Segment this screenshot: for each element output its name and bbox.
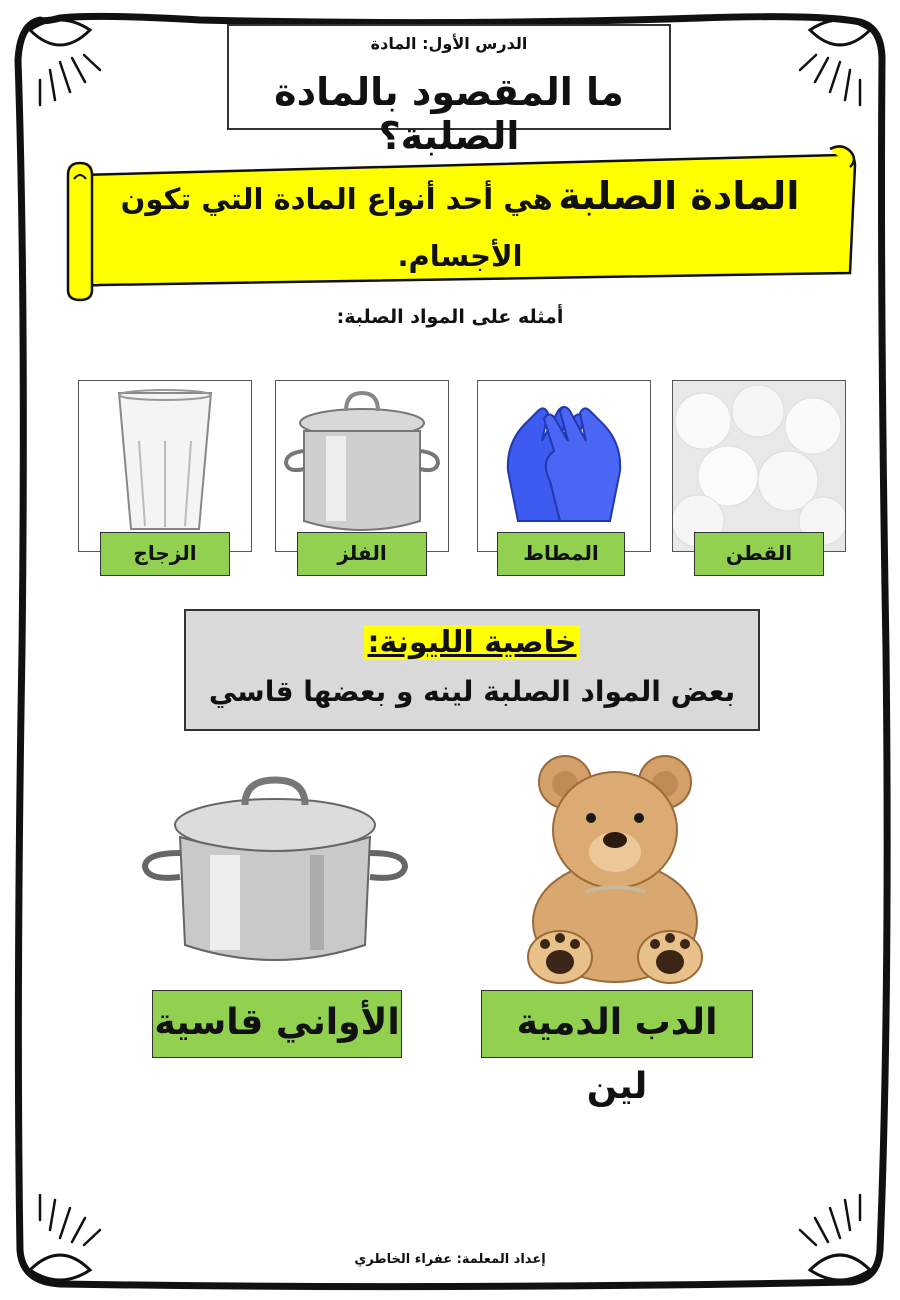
example-label-glass: الزجاج xyxy=(100,532,230,576)
example-label-metal: الفلز xyxy=(297,532,427,576)
property-text: بعض المواد الصلبة لينه و بعضها قاسي xyxy=(208,675,736,708)
example-card-cotton xyxy=(672,380,846,552)
author-credit: إعداد المعلمة: عفراء الخاطري xyxy=(354,1252,546,1267)
definition-text xyxy=(110,170,810,287)
example-label-rubber: المطاط xyxy=(497,532,625,576)
drinking-glass-photo-icon xyxy=(79,381,251,551)
example-card-metal xyxy=(275,380,449,552)
property-title: خاصية الليونة: xyxy=(364,625,579,660)
examples-heading: أمثله على المواد الصلبة: xyxy=(336,306,564,328)
rubber-gloves-photo-icon xyxy=(478,381,650,551)
definition-body: هي أحد أنواع المادة التي تكون الأجسام. xyxy=(120,182,553,273)
soft-example-label: الدب الدمية لين xyxy=(481,990,753,1058)
lesson-title: ما المقصود بالمادة الصلبة؟ xyxy=(274,70,624,158)
lesson-header xyxy=(227,24,671,158)
lesson-subtitle: الدرس الأول: المادة xyxy=(370,34,528,53)
softness-property-box xyxy=(184,609,760,731)
metal-pot-photo-icon xyxy=(276,381,448,551)
cooking-pot-icon xyxy=(140,775,410,975)
cotton-balls-photo-icon xyxy=(673,381,845,551)
teddy-bear-icon xyxy=(515,752,715,984)
definition-term: المادة الصلبة xyxy=(558,174,800,218)
example-label-cotton: القطن xyxy=(694,532,824,576)
example-card-glass xyxy=(78,380,252,552)
example-card-rubber xyxy=(477,380,651,552)
hard-example-label: الأواني قاسية xyxy=(152,990,402,1058)
